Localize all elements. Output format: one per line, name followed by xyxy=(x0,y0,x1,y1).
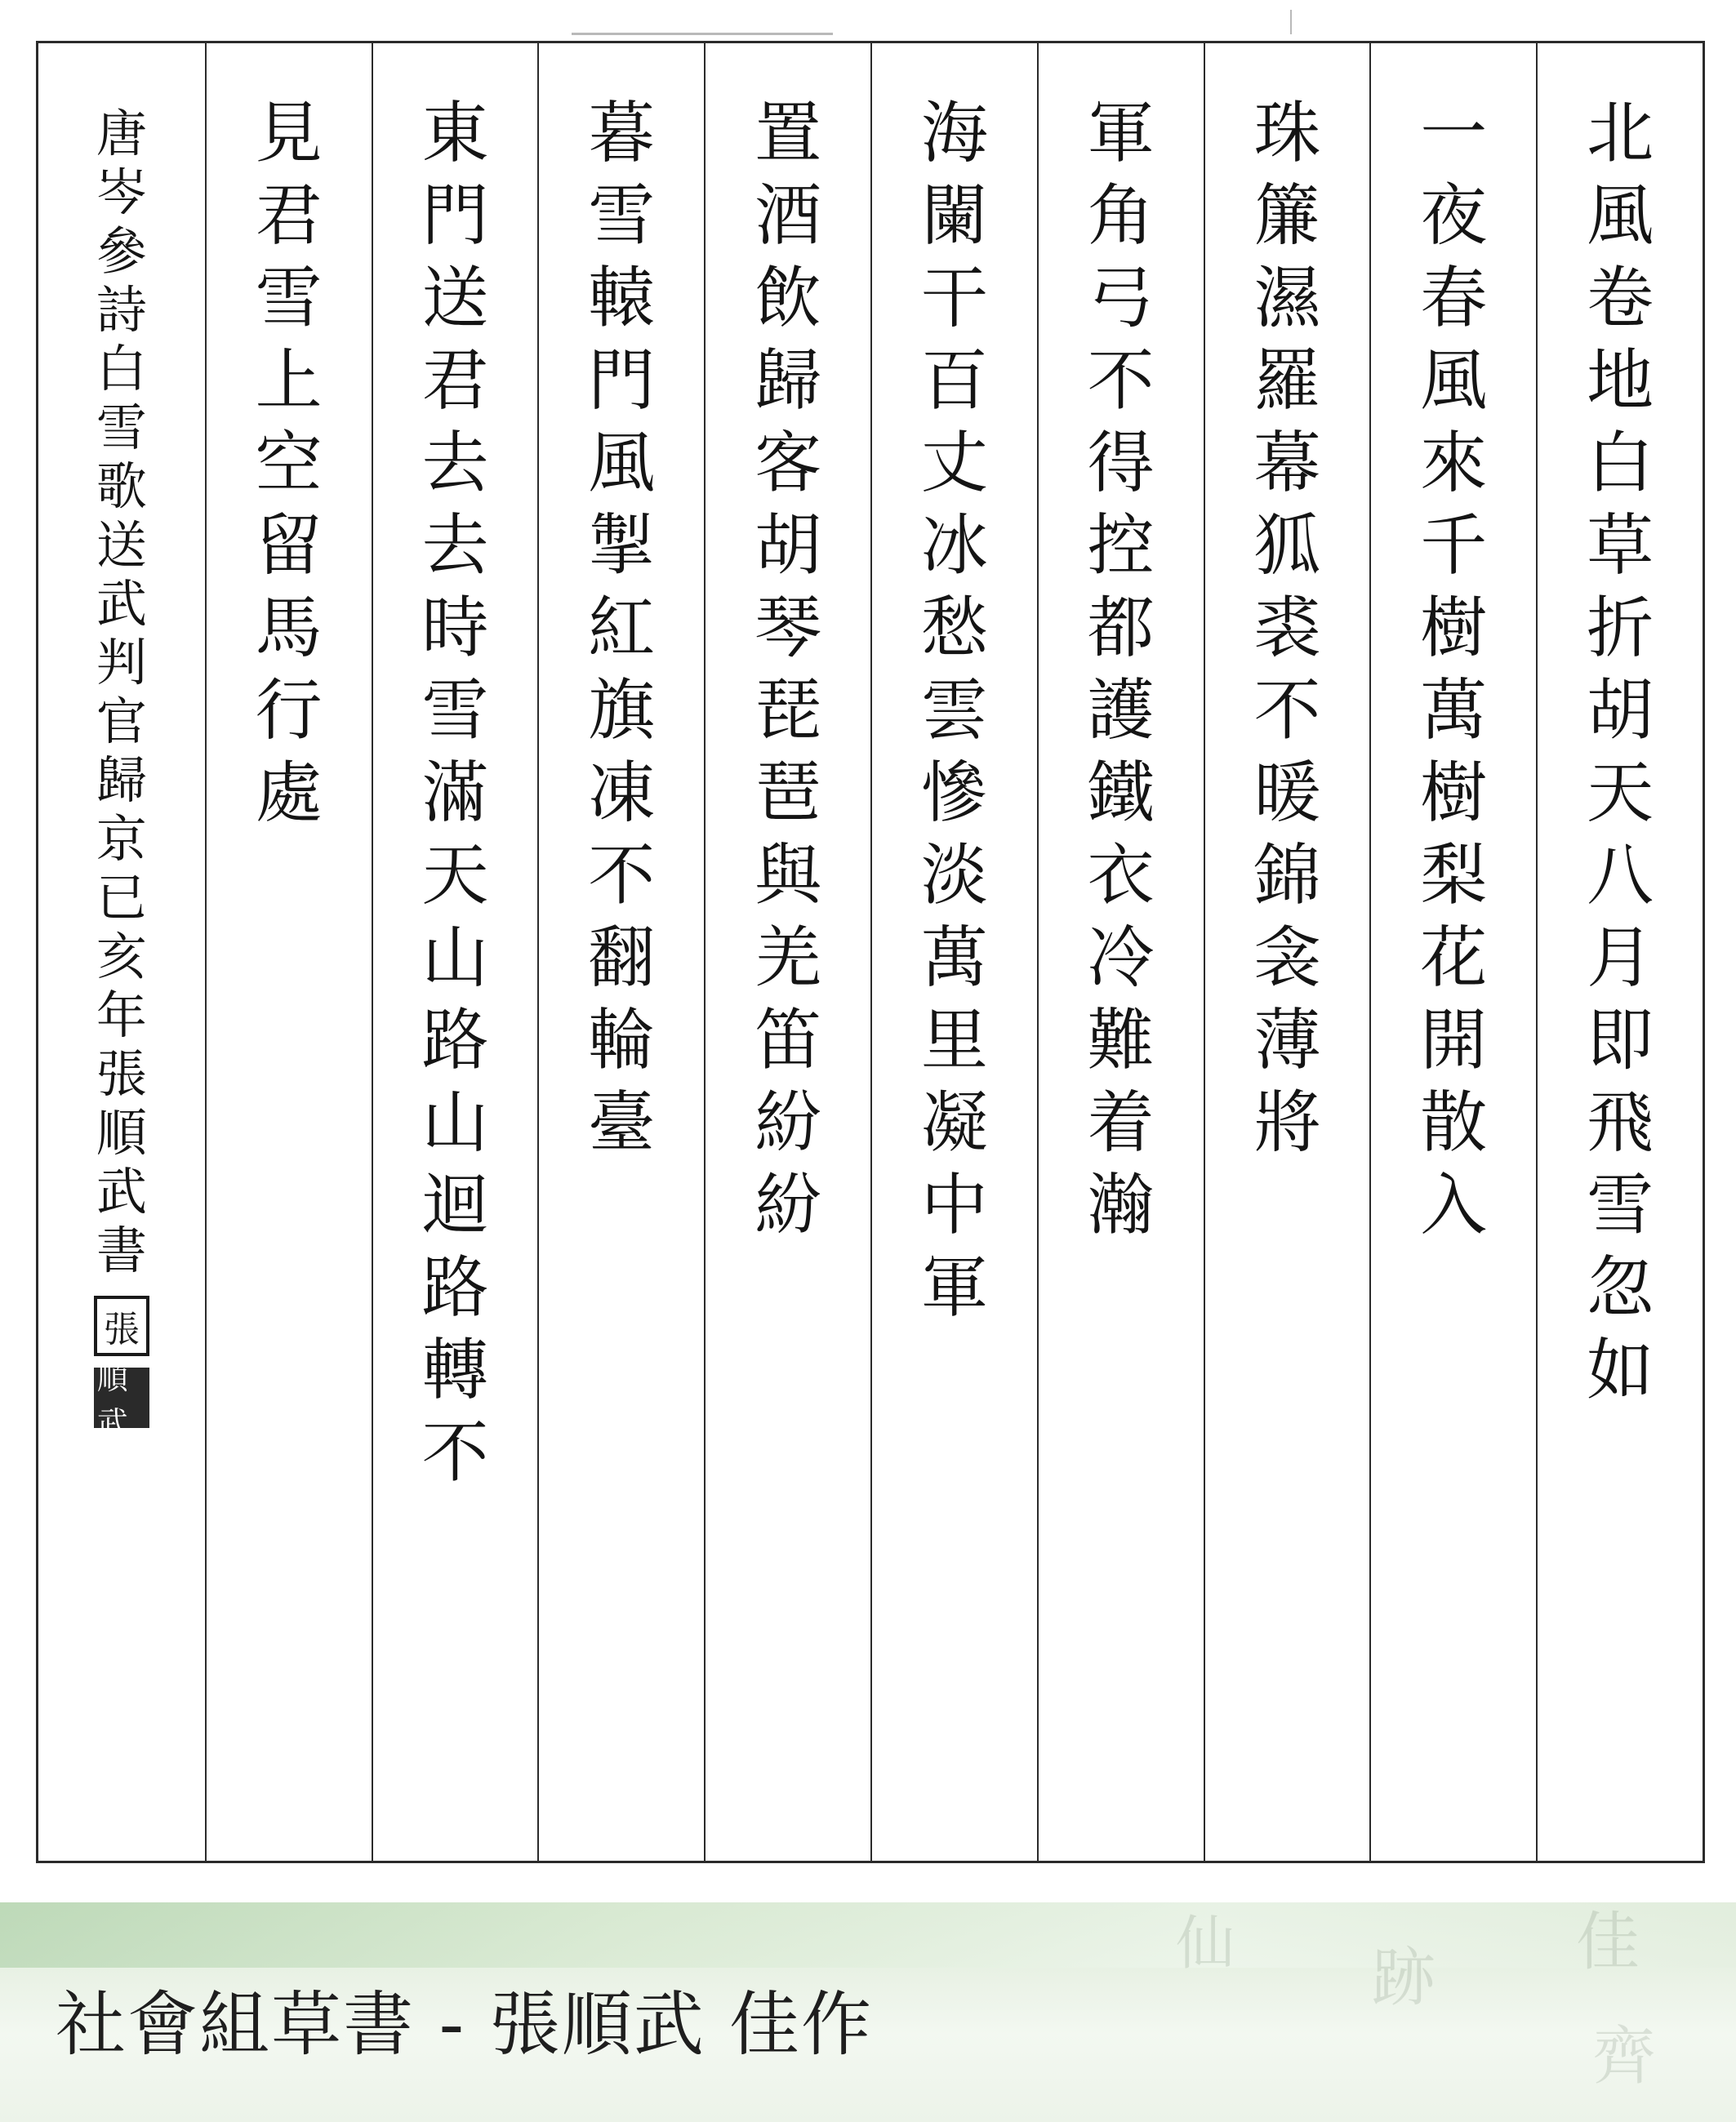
inscription-character: 亥 xyxy=(96,927,147,986)
inscription-character: 張 xyxy=(96,1044,147,1104)
poem-character: 愁 xyxy=(920,589,988,667)
poem-character: 天 xyxy=(421,837,489,914)
poem-character: 旗 xyxy=(588,672,656,750)
poem-column xyxy=(1204,43,1370,1861)
poem-character: 琶 xyxy=(754,754,822,832)
poem-character: 天 xyxy=(1587,754,1654,832)
poem-character: 紛 xyxy=(754,1084,822,1162)
poem-character: 里 xyxy=(920,1002,988,1079)
poem-character: 風 xyxy=(588,425,656,502)
poem-column xyxy=(537,43,704,1861)
poem-character: 軍 xyxy=(1087,95,1155,172)
poem-character: 北 xyxy=(1587,95,1654,172)
poem-character: 雲 xyxy=(920,672,988,750)
poem-column-chars xyxy=(244,43,334,843)
poem-character: 迴 xyxy=(421,1167,489,1244)
poem-character: 萬 xyxy=(1420,672,1488,750)
poem-character: 笛 xyxy=(754,1002,822,1079)
poem-column xyxy=(372,43,538,1861)
poem-column xyxy=(1536,43,1703,1861)
poem-character: 琵 xyxy=(754,672,822,750)
inscription-character: 岑 xyxy=(96,162,147,222)
grid-frame xyxy=(36,41,1705,1863)
poem-character: 臺 xyxy=(588,1084,656,1162)
poem-character: 着 xyxy=(1087,1084,1155,1162)
poem-character: 琴 xyxy=(754,589,822,667)
poem-character: 簾 xyxy=(1253,177,1321,255)
poem-character: 輪 xyxy=(588,1002,656,1079)
poem-character: 地 xyxy=(1587,342,1654,420)
poem-character: 歸 xyxy=(754,342,822,420)
top-edge-mark xyxy=(572,33,833,35)
poem-character: 雪 xyxy=(1587,1167,1654,1244)
poem-character: 都 xyxy=(1087,589,1155,667)
poem-character: 冰 xyxy=(920,507,988,585)
poem-character: 難 xyxy=(1087,1002,1155,1079)
inscription-character: 順 xyxy=(96,1103,147,1163)
poem-character: 闌 xyxy=(920,177,988,255)
inscription-character: 參 xyxy=(96,221,147,281)
poem-character: 上 xyxy=(255,342,323,420)
poem-character: 君 xyxy=(255,177,323,255)
poem-character: 狐 xyxy=(1253,507,1321,585)
banner-wash xyxy=(0,1902,1736,1968)
poem-character: 轉 xyxy=(421,1332,489,1409)
top-center-mark xyxy=(1290,10,1292,34)
poem-character: 山 xyxy=(421,919,489,997)
poem-character: 一 xyxy=(1420,95,1488,172)
poem-character: 暖 xyxy=(1253,754,1321,832)
inscription-character: 白 xyxy=(96,339,147,398)
poem-character: 送 xyxy=(421,260,489,337)
poem-character: 夜 xyxy=(1420,177,1488,255)
poem-character: 門 xyxy=(588,342,656,420)
poem-column-chars xyxy=(910,43,999,1337)
poem-character: 折 xyxy=(1587,589,1654,667)
poem-character: 胡 xyxy=(1587,672,1654,750)
poem-character: 珠 xyxy=(1253,95,1321,172)
inscription-character: 唐 xyxy=(96,104,147,163)
poem-character: 卷 xyxy=(1587,260,1654,337)
inscription-character: 書 xyxy=(96,1221,147,1280)
poem-character: 門 xyxy=(421,177,489,255)
poem-character: 留 xyxy=(255,507,323,585)
poem-character: 不 xyxy=(588,837,656,914)
inscription-character: 判 xyxy=(96,633,147,692)
ghost-glyph: 跡 xyxy=(1372,1942,1436,2015)
poem-character: 山 xyxy=(421,1084,489,1162)
poem-character: 暮 xyxy=(588,95,656,172)
poem-character: 掣 xyxy=(588,507,656,585)
poem-column-chars xyxy=(743,43,833,1255)
poem-character: 入 xyxy=(1420,1167,1488,1244)
inscription-character: 武 xyxy=(96,574,147,634)
poem-character: 飛 xyxy=(1587,1084,1654,1162)
inscription-character: 年 xyxy=(96,985,147,1045)
poem-character: 將 xyxy=(1253,1084,1321,1162)
poem-character: 不 xyxy=(1253,672,1321,750)
poem-character: 樹 xyxy=(1420,589,1488,667)
poem-character: 見 xyxy=(255,95,323,172)
inscription-character: 歌 xyxy=(96,456,147,516)
poem-character: 弓 xyxy=(1087,260,1155,337)
poem-column-chars xyxy=(410,43,500,1502)
poem-character: 去 xyxy=(421,425,489,502)
poem-column xyxy=(205,43,372,1861)
poem-character: 雪 xyxy=(421,672,489,750)
poem-character: 如 xyxy=(1587,1332,1654,1409)
poem-character: 角 xyxy=(1087,177,1155,255)
poem-column-chars xyxy=(1242,43,1332,1172)
poem-character: 鐵 xyxy=(1087,754,1155,832)
poem-character: 雪 xyxy=(588,177,656,255)
poem-character: 百 xyxy=(920,342,988,420)
poem-character: 春 xyxy=(1420,260,1488,337)
poem-character: 幕 xyxy=(1253,425,1321,502)
poem-column xyxy=(1037,43,1204,1861)
poem-character: 去 xyxy=(421,507,489,585)
poem-character: 海 xyxy=(920,95,988,172)
poem-character: 羅 xyxy=(1253,342,1321,420)
inscription-character: 京 xyxy=(96,809,147,869)
poem-character: 濕 xyxy=(1253,260,1321,337)
poem-character: 路 xyxy=(421,1249,489,1327)
poem-column-chars xyxy=(576,43,666,1172)
poem-character: 轅 xyxy=(588,260,656,337)
poem-character: 裘 xyxy=(1253,589,1321,667)
poem-column xyxy=(704,43,870,1861)
poem-character: 不 xyxy=(1087,342,1155,420)
poem-character: 散 xyxy=(1420,1084,1488,1162)
poem-character: 紅 xyxy=(588,589,656,667)
inscription-character: 送 xyxy=(96,515,147,575)
poem-character: 控 xyxy=(1087,507,1155,585)
poem-character: 薄 xyxy=(1253,1002,1321,1079)
name-seal: 張 xyxy=(94,1296,149,1356)
poem-character: 馬 xyxy=(255,589,323,667)
ghost-glyph: 仙 xyxy=(1176,1909,1235,1977)
poem-character: 空 xyxy=(255,425,323,502)
poem-character: 酒 xyxy=(754,177,822,255)
poem-character: 凍 xyxy=(588,754,656,832)
banner-title: 社會組草書 - 張順武 佳作 xyxy=(56,1984,874,2066)
poem-character: 冷 xyxy=(1087,919,1155,997)
poem-character: 軍 xyxy=(920,1249,988,1327)
poem-character: 干 xyxy=(920,260,988,337)
poem-character: 得 xyxy=(1087,425,1155,502)
inscription-character: 武 xyxy=(96,1162,147,1221)
poem-character: 凝 xyxy=(920,1084,988,1162)
poem-column-chars xyxy=(1076,43,1166,1255)
artname-seal: 順武 xyxy=(94,1368,149,1428)
poem-character: 翻 xyxy=(588,919,656,997)
poem-character: 滿 xyxy=(421,754,489,832)
poem-column-chars xyxy=(1575,43,1665,1420)
poem-character: 東 xyxy=(421,95,489,172)
poem-character: 衣 xyxy=(1087,837,1155,914)
poem-character: 風 xyxy=(1587,177,1654,255)
poem-column xyxy=(1369,43,1536,1861)
poem-character: 胡 xyxy=(754,507,822,585)
poem-character: 不 xyxy=(421,1414,489,1492)
poem-character: 飲 xyxy=(754,260,822,337)
poem-character: 風 xyxy=(1420,342,1488,420)
poem-character: 忽 xyxy=(1587,1249,1654,1327)
poem-character: 處 xyxy=(255,754,323,832)
poem-character: 來 xyxy=(1420,425,1488,502)
poem-character: 淡 xyxy=(920,837,988,914)
poem-character: 白 xyxy=(1587,425,1654,502)
poem-column xyxy=(870,43,1037,1861)
poem-character: 花 xyxy=(1420,919,1488,997)
poem-character: 錦 xyxy=(1253,837,1321,914)
poem-character: 與 xyxy=(754,837,822,914)
inscription-character: 歸 xyxy=(96,750,147,810)
inscription-character: 詩 xyxy=(96,280,147,340)
poem-character: 千 xyxy=(1420,507,1488,585)
caption-banner xyxy=(0,1902,1736,2122)
poem-character: 月 xyxy=(1587,919,1654,997)
poem-character: 衾 xyxy=(1253,919,1321,997)
poem-character: 即 xyxy=(1587,1002,1654,1079)
poem-character: 護 xyxy=(1087,672,1155,750)
poem-character: 中 xyxy=(920,1167,988,1244)
ghost-glyph: 佳 xyxy=(1576,1906,1640,1979)
poem-character: 置 xyxy=(754,95,822,172)
poem-character: 羌 xyxy=(754,919,822,997)
inscription-character: 官 xyxy=(96,692,147,751)
poem-character: 樹 xyxy=(1420,754,1488,832)
poem-character: 梨 xyxy=(1420,837,1488,914)
poem-character: 開 xyxy=(1420,1002,1488,1079)
poem-character: 行 xyxy=(255,672,323,750)
inscription-character: 已 xyxy=(96,868,147,928)
poem-character: 草 xyxy=(1587,507,1654,585)
poem-character: 君 xyxy=(421,342,489,420)
poem-character: 雪 xyxy=(255,260,323,337)
poem-character: 八 xyxy=(1587,837,1654,914)
poem-character: 萬 xyxy=(920,919,988,997)
poem-character: 丈 xyxy=(920,425,988,502)
poem-character: 慘 xyxy=(920,754,988,832)
inscription-character: 雪 xyxy=(96,398,147,457)
poem-column-chars xyxy=(1409,43,1498,1255)
poem-character: 路 xyxy=(421,1002,489,1079)
poem-character: 客 xyxy=(754,425,822,502)
ghost-glyph: 齊 xyxy=(1592,2020,1657,2093)
inscription-column xyxy=(38,43,205,1861)
poem-character: 瀚 xyxy=(1087,1167,1155,1244)
inscription-chars xyxy=(85,43,158,1441)
poem-character: 紛 xyxy=(754,1167,822,1244)
poem-character: 時 xyxy=(421,589,489,667)
